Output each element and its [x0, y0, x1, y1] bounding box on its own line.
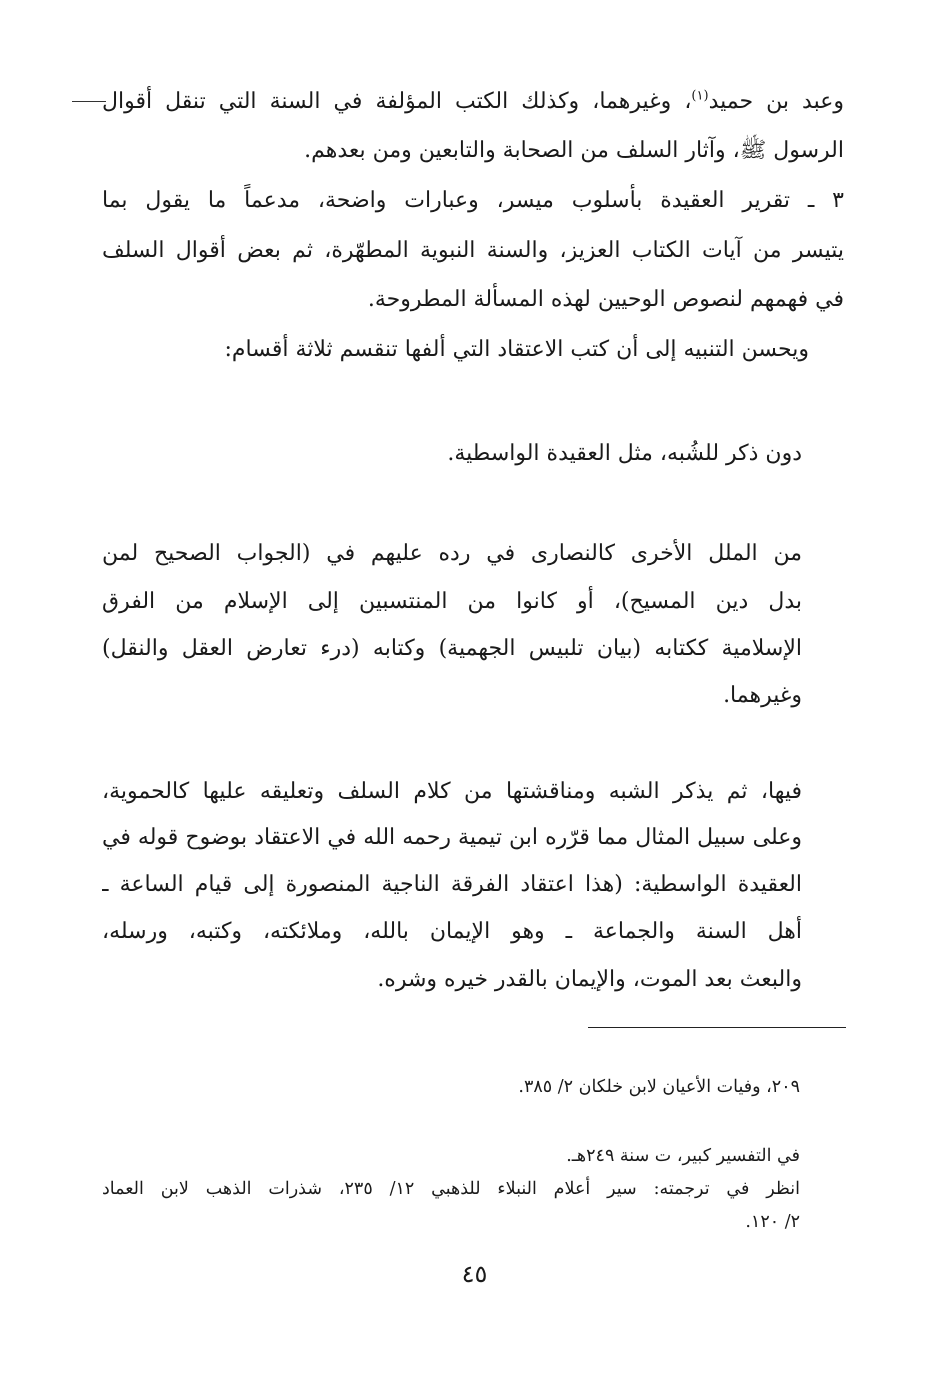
footnote-1-line-2: في التفسير كبير، ت سنة ٢٤٩هـ. [566, 1146, 800, 1166]
list-item-a-line-2: دون ذكر للشُبه، مثل العقيدة الواسطية. [447, 441, 802, 466]
list-item-c-line-2: فيها، ثم يذكر الشبه ومناقشتها من كلام السلف وتعليقه عليها كالحموية، [102, 779, 802, 804]
list-item-b-line-4: الإسلامية ككتابه (بيان تلبيس الجهمية) وكتابه (درء تعارض العقل والنقل) [102, 636, 802, 661]
body-line-1: وعبد بن حميد$^{(١)}$، وغيرهما، وكذلك الكتب المؤلفة في السنة التي تنقل أقوال [102, 88, 844, 114]
body-line-5: في فهمهم لنصوص الوحيين لهذه المسألة المطروحة. [367, 287, 844, 312]
footnote-continuation-line-2: ٢٠٩، وفيات الأعيان لابن خلكان ٢/ ٣٨٥. [518, 1077, 800, 1097]
list-item-b-line-2: من الملل الأخرى كالنصارى في رده عليهم في (الجواب الصحيح لمن [102, 541, 802, 566]
page-number: ٤٥ [461, 1260, 488, 1288]
list-item-b-line-5: وغيرهما. [723, 683, 802, 708]
list-item-c-line-3: وعلى سبيل المثال مما قرّره ابن تيمية رحمه الله في الاعتقاد بوضوح قوله في [102, 825, 802, 850]
list-item-c-line-5: أهل السنة والجماعة ـ وهو الإيمان بالله، وملائكته، وكتبه، ورسله، [102, 919, 802, 944]
footnote-1-line-4: ٢/ ١٢٠. [745, 1212, 800, 1232]
footnote-separator [588, 1027, 846, 1028]
list-item-b-line-3: بدل دين المسيح)، أو كانوا من المنتسبين إلى الإسلام من الفرق [102, 589, 802, 614]
body-line-6: ويحسن التنبيه إلى أن كتب الاعتقاد التي ألفها تنقسم ثلاثة أقسام: [224, 337, 809, 362]
body-line-4: يتيسر من آيات الكتاب العزيز، والسنة النبوية المطهّرة، ثم بعض أقوال السلف [102, 238, 844, 263]
footnote-1-line-3: انظر في ترجمته: سير أعلام النبلاء للذهبي ١٢/ ٢٣٥، شذرات الذهب لابن العماد [102, 1179, 800, 1199]
footnote-ref-1[interactable]: (١) [691, 88, 709, 104]
body-line-3: ٣ ـ تقرير العقيدة بأسلوب ميسر، وعبارات واضحة، مدعماً ما يقول بما [102, 188, 844, 213]
list-item-c-line-6: والبعث بعد الموت، والإيمان بالقدر خيره وشره. [377, 967, 802, 992]
list-item-c-line-4: العقيدة الواسطية: (هذا اعتقاد الفرقة الناجية المنصورة إلى قيام الساعة ـ [102, 872, 802, 897]
body-line-2: الرسول ﷺ، وآثار السلف من الصحابة والتابعين ومن بعدهم. [304, 138, 844, 163]
continuation-dash [72, 101, 106, 102]
